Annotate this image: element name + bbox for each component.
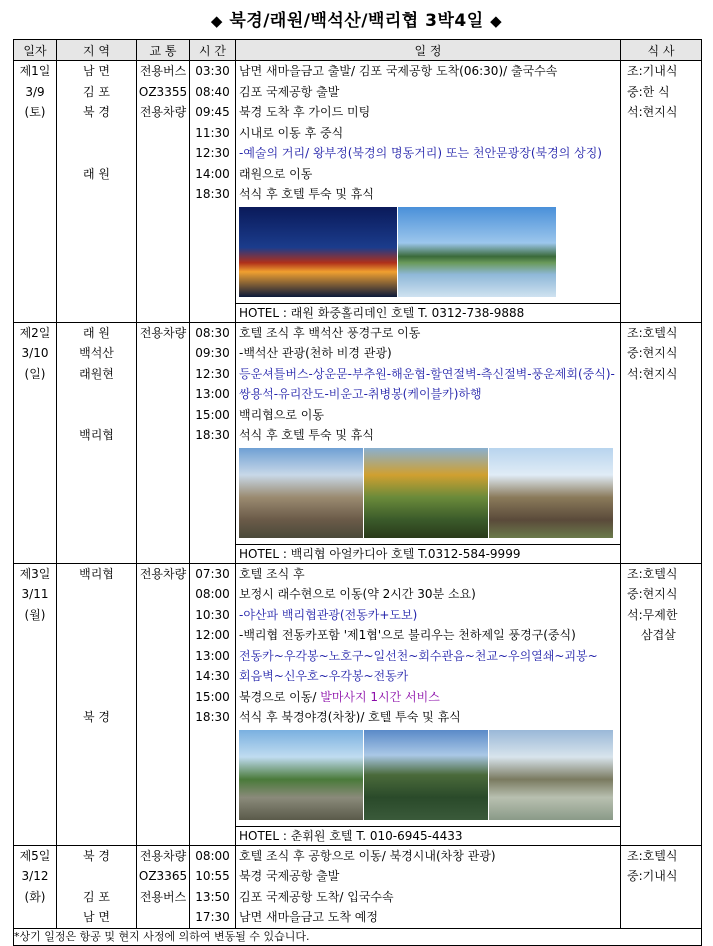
transport-label: OZ3355 bbox=[138, 84, 188, 99]
time-label: 10:30 bbox=[195, 607, 230, 622]
time-label: 03:30 bbox=[195, 64, 230, 78]
itinerary-line bbox=[236, 605, 620, 626]
itinerary-line bbox=[236, 343, 620, 364]
baishishan-peaks-photo bbox=[489, 448, 613, 538]
time-label: 08:40 bbox=[195, 84, 230, 99]
itinerary-line bbox=[236, 846, 620, 867]
itinerary-highlight: 발마사지 1시간 서비스 bbox=[320, 689, 440, 704]
time-label: 09:45 bbox=[195, 105, 230, 119]
region-label bbox=[57, 687, 136, 708]
transport-label: 전용차량 bbox=[139, 848, 187, 863]
meal-label: 조:기내식 bbox=[627, 64, 678, 78]
itinerary-table bbox=[13, 39, 702, 946]
region-label: 김 포 bbox=[83, 889, 110, 904]
meal-label: 삼겹살 bbox=[641, 628, 676, 642]
transport-label bbox=[137, 384, 189, 405]
transport-label bbox=[137, 364, 189, 385]
day-row bbox=[14, 61, 702, 323]
baishishan-ridge-photo bbox=[364, 448, 488, 538]
itinerary-cell bbox=[236, 322, 621, 563]
header-transport: 교 통 bbox=[137, 40, 190, 61]
itinerary-text: 석식 후 호텔 투숙 및 휴식 bbox=[239, 187, 374, 201]
meal-cell bbox=[621, 845, 702, 928]
time-label: 07:30 bbox=[195, 566, 230, 581]
itinerary-text: 북경 도착 후 가이드 미팅 bbox=[239, 105, 371, 119]
itinerary-line bbox=[236, 184, 620, 205]
time-label: 15:00 bbox=[195, 689, 230, 704]
region-cell bbox=[57, 322, 137, 563]
day-label: (화) bbox=[24, 889, 46, 904]
day-label: 3/10 bbox=[21, 346, 49, 360]
transport-label bbox=[137, 646, 189, 667]
bird-nest-stadium-photo bbox=[239, 207, 397, 297]
time-label: 08:00 bbox=[195, 587, 230, 601]
photo-strip bbox=[236, 205, 620, 303]
itinerary-text: 회음벽~신우호~우각봉~전동카 bbox=[239, 669, 409, 683]
itinerary-line bbox=[236, 907, 620, 928]
region-label bbox=[57, 625, 136, 646]
transport-label bbox=[137, 907, 189, 928]
region-label: 래 원 bbox=[83, 166, 110, 181]
transport-cell bbox=[137, 61, 190, 323]
transport-label bbox=[137, 625, 189, 646]
time-label: 09:30 bbox=[195, 346, 230, 360]
day-label: 3/11 bbox=[21, 587, 49, 601]
time-label: 12:30 bbox=[195, 146, 230, 160]
transport-cell bbox=[137, 563, 190, 845]
hotel-info: HOTEL : 백리협 아얼카디아 호텔 T.0312-584-9999 bbox=[236, 544, 620, 563]
itinerary-text: -백리협 전동카포함 '제1협'으로 불리우는 천하제일 풍경구(중식) bbox=[239, 628, 576, 642]
itinerary-line bbox=[236, 61, 620, 82]
transport-label: OZ3365 bbox=[138, 869, 188, 883]
time-label: 18:30 bbox=[195, 187, 230, 201]
header-time: 시 간 bbox=[190, 40, 236, 61]
photo-strip bbox=[236, 446, 620, 544]
day-label: 3/12 bbox=[21, 869, 49, 883]
region-label: 북 경 bbox=[83, 710, 110, 724]
day-row bbox=[14, 563, 702, 845]
time-label: 11:30 bbox=[195, 125, 230, 140]
itinerary-cell bbox=[236, 563, 621, 845]
photo-strip bbox=[236, 728, 620, 826]
time-label: 13:00 bbox=[195, 387, 230, 401]
day-label: (일) bbox=[24, 366, 46, 381]
transport-label bbox=[137, 707, 189, 728]
itinerary-line bbox=[236, 564, 620, 585]
itinerary-text: 북경 국제공항 출발 bbox=[239, 869, 340, 883]
region-cell bbox=[57, 563, 137, 845]
baili-gorge-river-photo bbox=[489, 730, 613, 820]
itinerary-line bbox=[236, 625, 620, 646]
hotel-info: HOTEL : 래원 화중홀리데인 호텔 T. 0312-738-9888 bbox=[236, 303, 620, 322]
time-cell bbox=[190, 845, 236, 928]
footnote: *상기 일정은 항공 및 현지 사정에 의하여 변동될 수 있습니다. bbox=[14, 928, 702, 945]
time-label: 12:30 bbox=[195, 366, 230, 381]
itinerary-text: 백리협으로 이동 bbox=[239, 407, 324, 422]
region-label: 북 경 bbox=[83, 848, 110, 863]
region-label bbox=[57, 184, 136, 205]
meal-label: 조:호텔식 bbox=[627, 848, 678, 863]
transport-label: 전용버스 bbox=[139, 64, 187, 78]
baishishan-cliff-photo bbox=[239, 448, 363, 538]
itinerary-line bbox=[236, 405, 620, 426]
transport-label: 전용차량 bbox=[139, 105, 187, 119]
time-label: 18:30 bbox=[195, 710, 230, 724]
transport-cell bbox=[137, 845, 190, 928]
transport-label: 전용차량 bbox=[139, 325, 187, 340]
time-label: 10:55 bbox=[195, 869, 230, 883]
time-cell bbox=[190, 61, 236, 323]
time-label: 13:50 bbox=[195, 889, 230, 904]
baili-gorge-gate-photo bbox=[239, 730, 363, 820]
itinerary-text: 전동카~우각봉~노호구~일선천~회수관음~천교~우의열쇄~괴봉~ bbox=[239, 648, 598, 663]
time-label: 17:30 bbox=[195, 910, 230, 924]
itinerary-cell bbox=[236, 845, 621, 928]
itinerary-text: 김포 국제공항 도착/ 입국수속 bbox=[239, 889, 394, 904]
transport-label bbox=[137, 666, 189, 687]
region-label bbox=[57, 143, 136, 164]
time-label: 12:00 bbox=[195, 628, 230, 642]
itinerary-text: 남면 새마을금고 출발/ 김포 국제공항 도착(06:30)/ 출국수속 bbox=[239, 64, 558, 78]
itinerary-line bbox=[236, 584, 620, 605]
time-cell bbox=[190, 322, 236, 563]
baili-gorge-mountains-photo bbox=[364, 730, 488, 820]
time-cell bbox=[190, 563, 236, 845]
day-row bbox=[14, 845, 702, 928]
region-label: 남 면 bbox=[83, 910, 110, 924]
time-label: 08:00 bbox=[195, 848, 230, 863]
transport-label bbox=[137, 184, 189, 205]
transport-cell bbox=[137, 322, 190, 563]
region-label bbox=[57, 605, 136, 626]
itinerary-text: 쌍용석-유리잔도-비운고-취병봉(케이블카)하행 bbox=[239, 387, 482, 401]
itinerary-text: -예술의 거리/ 왕부정(북경의 명동거리) 또는 천안문광장(북경의 상징) bbox=[239, 146, 602, 160]
transport-label bbox=[137, 143, 189, 164]
itinerary-line bbox=[236, 323, 620, 344]
transport-label bbox=[137, 405, 189, 426]
meal-label: 석:현지식 bbox=[627, 105, 678, 119]
itinerary-text: 래원으로 이동 bbox=[239, 166, 313, 181]
day-cell bbox=[14, 322, 57, 563]
meal-label: 석:현지식 bbox=[627, 366, 678, 381]
meal-label: 조:호텔식 bbox=[627, 566, 678, 581]
diamond-right-icon: ◆ bbox=[490, 12, 503, 30]
itinerary-text: 등운셔틀버스-상운문-부추원-해운협-할연절벽-측신절벽-풍운제회(중식)- bbox=[239, 366, 615, 381]
itinerary-text: 시내로 이동 후 중식 bbox=[239, 125, 344, 140]
itinerary-text: 호텔 조식 후 백석산 풍경구로 이동 bbox=[239, 325, 421, 340]
transport-label: 전용버스 bbox=[139, 889, 187, 904]
itinerary-text: -야산파 백리협관광(전동카+도보) bbox=[239, 607, 418, 622]
meal-label: 석:무제한 bbox=[627, 607, 678, 622]
transport-label bbox=[137, 605, 189, 626]
itinerary-line bbox=[236, 384, 620, 405]
meal-label: 조:호텔식 bbox=[627, 325, 678, 340]
itinerary-line bbox=[236, 425, 620, 446]
itinerary-text: -백석산 관광(천하 비경 관광) bbox=[239, 346, 392, 360]
region-label: 백리협 bbox=[79, 428, 114, 442]
itinerary-line bbox=[236, 887, 620, 908]
transport-label bbox=[137, 343, 189, 364]
table-header-row bbox=[14, 40, 702, 61]
meal-label: 중:현지식 bbox=[627, 587, 678, 601]
time-label: 13:00 bbox=[195, 648, 230, 663]
header-meal: 식 사 bbox=[621, 40, 702, 61]
region-label: 백리협 bbox=[79, 566, 114, 581]
time-label: 14:00 bbox=[195, 166, 230, 181]
region-label bbox=[57, 866, 136, 887]
itinerary-line bbox=[236, 646, 620, 667]
meal-label: 중:한 식 bbox=[627, 84, 670, 99]
meal-cell bbox=[621, 563, 702, 845]
itinerary-text: 호텔 조식 후 공항으로 이동/ 북경시내(차창 관광) bbox=[239, 848, 496, 863]
title-text: 북경/래원/백석산/백리협 3박4일 bbox=[229, 11, 484, 31]
region-label: 백석산 bbox=[79, 346, 114, 360]
time-label: 08:30 bbox=[195, 325, 230, 340]
meal-cell bbox=[621, 61, 702, 323]
day-label: 제1일 bbox=[19, 64, 51, 78]
itinerary-line bbox=[236, 364, 620, 385]
transport-label bbox=[137, 687, 189, 708]
region-label bbox=[57, 666, 136, 687]
region-cell bbox=[57, 61, 137, 323]
itinerary-text: 남면 새마을금고 도착 예정 bbox=[239, 910, 378, 924]
diamond-left-icon: ◆ bbox=[210, 12, 223, 30]
region-label bbox=[57, 123, 136, 144]
region-cell bbox=[57, 845, 137, 928]
itinerary-text: 석식 후 호텔 투숙 및 휴식 bbox=[239, 428, 374, 442]
footnote-row bbox=[14, 928, 702, 945]
day-row bbox=[14, 322, 702, 563]
itinerary-line bbox=[236, 143, 620, 164]
day-cell bbox=[14, 563, 57, 845]
itinerary-line bbox=[236, 687, 620, 708]
itinerary-line bbox=[236, 707, 620, 728]
transport-label: 전용차량 bbox=[139, 566, 187, 581]
itinerary-line bbox=[236, 666, 620, 687]
time-label: 18:30 bbox=[195, 428, 230, 442]
day-label: (토) bbox=[24, 105, 46, 119]
itinerary-line bbox=[236, 164, 620, 185]
day-label: (월) bbox=[24, 607, 46, 622]
region-label: 북 경 bbox=[83, 105, 110, 119]
meal-label: 중:현지식 bbox=[627, 346, 678, 360]
region-label bbox=[57, 405, 136, 426]
region-label bbox=[57, 584, 136, 605]
meal-cell bbox=[621, 322, 702, 563]
meal-label: 중:기내식 bbox=[627, 869, 678, 883]
header-itinerary: 일 정 bbox=[236, 40, 621, 61]
itinerary-text: 김포 국제공항 출발 bbox=[239, 84, 340, 99]
itinerary-cell bbox=[236, 61, 621, 323]
itinerary-line bbox=[236, 82, 620, 103]
itinerary-line bbox=[236, 102, 620, 123]
transport-label bbox=[137, 164, 189, 185]
region-label: 남 면 bbox=[83, 64, 110, 78]
day-label: 제5일 bbox=[19, 848, 51, 863]
hotel-info: HOTEL : 춘휘원 호텔 T. 010-6945-4433 bbox=[236, 826, 620, 845]
day-cell bbox=[14, 61, 57, 323]
region-label: 래 원 bbox=[83, 325, 110, 340]
region-label bbox=[57, 384, 136, 405]
header-region: 지 역 bbox=[57, 40, 137, 61]
day-label: 3/9 bbox=[25, 84, 45, 99]
transport-label bbox=[137, 123, 189, 144]
page-title bbox=[0, 6, 713, 31]
day-cell bbox=[14, 845, 57, 928]
region-label bbox=[57, 646, 136, 667]
summer-palace-photo bbox=[398, 207, 556, 297]
itinerary-line bbox=[236, 123, 620, 144]
region-label: 김 포 bbox=[83, 84, 110, 99]
region-label: 래원현 bbox=[79, 366, 114, 381]
itinerary-text: 호텔 조식 후 bbox=[239, 566, 305, 581]
day-label: 제2일 bbox=[19, 325, 51, 340]
header-day: 일자 bbox=[14, 40, 57, 61]
day-label: 제3일 bbox=[19, 566, 51, 581]
time-label: 14:30 bbox=[195, 669, 230, 683]
itinerary-line bbox=[236, 866, 620, 887]
itinerary-text: 보정시 래수현으로 이동(약 2시간 30분 소요) bbox=[239, 587, 476, 601]
itinerary-text: 북경으로 이동/ bbox=[239, 689, 321, 704]
transport-label bbox=[137, 425, 189, 446]
itinerary-text: 석식 후 북경야경(차창)/ 호텔 투숙 및 휴식 bbox=[239, 710, 461, 724]
transport-label bbox=[137, 584, 189, 605]
time-label: 15:00 bbox=[195, 407, 230, 422]
